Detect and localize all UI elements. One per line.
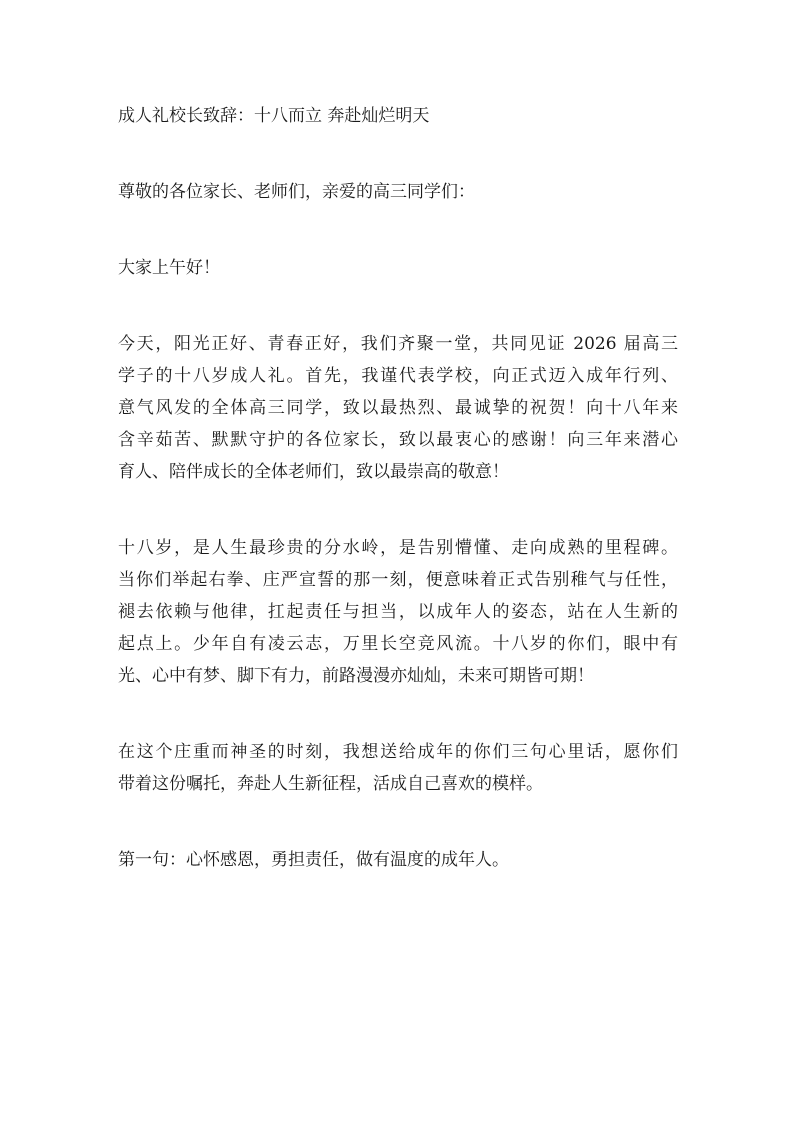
paragraph-line: 起点上。少年自有凌云志，万里长空竞风流。十八岁的你们，眼中有	[118, 634, 678, 654]
document-title: 成人礼校长致辞：十八而立 奔赴灿烂明天	[118, 106, 430, 126]
paragraph-2	[118, 532, 678, 692]
greeting-line: 尊敬的各位家长、老师们，亲爱的高三同学们：	[118, 182, 475, 202]
paragraph-line: 意气风发的全体高三同学，致以最热烈、最诚挚的祝贺！向十八年来	[118, 398, 678, 418]
paragraph-1	[118, 328, 678, 488]
paragraph-line: 褪去依赖与他律，扛起责任与担当，以成年人的姿态，站在人生新的	[118, 602, 678, 622]
paragraph-line: 今天，阳光正好、青春正好，我们齐聚一堂，共同见证 2026 届高三	[118, 334, 678, 354]
document-page	[118, 100, 678, 876]
hello-line: 大家上午好！	[118, 258, 220, 278]
paragraph-line: 当你们举起右拳、庄严宣誓的那一刻，便意味着正式告别稚气与任性，	[118, 570, 678, 590]
paragraph-line: 光、心中有梦、脚下有力，前路漫漫亦灿灿，未来可期皆可期！	[118, 666, 594, 686]
paragraph-line: 学子的十八岁成人礼。首先，我谨代表学校，向正式迈入成年行列、	[118, 366, 678, 386]
paragraph-line: 十八岁，是人生最珍贵的分水岭，是告别懵懂、走向成熟的里程碑。	[118, 538, 678, 558]
paragraph-3	[118, 736, 678, 800]
paragraph-line: 在这个庄重而神圣的时刻，我想送给成年的你们三句心里话，愿你们	[118, 742, 678, 762]
paragraph-line: 带着这份嘱托，奔赴人生新征程，活成自己喜欢的模样。	[118, 774, 543, 794]
paragraph-line: 育人、陪伴成长的全体老师们，致以最崇高的敬意！	[118, 462, 509, 482]
paragraph-4	[118, 844, 678, 876]
paragraph-line: 第一句：心怀感恩，勇担责任，做有温度的成年人。	[118, 850, 509, 870]
paragraph-line: 含辛茹苦、默默守护的各位家长，致以最衷心的感谢！向三年来潜心	[118, 430, 678, 450]
